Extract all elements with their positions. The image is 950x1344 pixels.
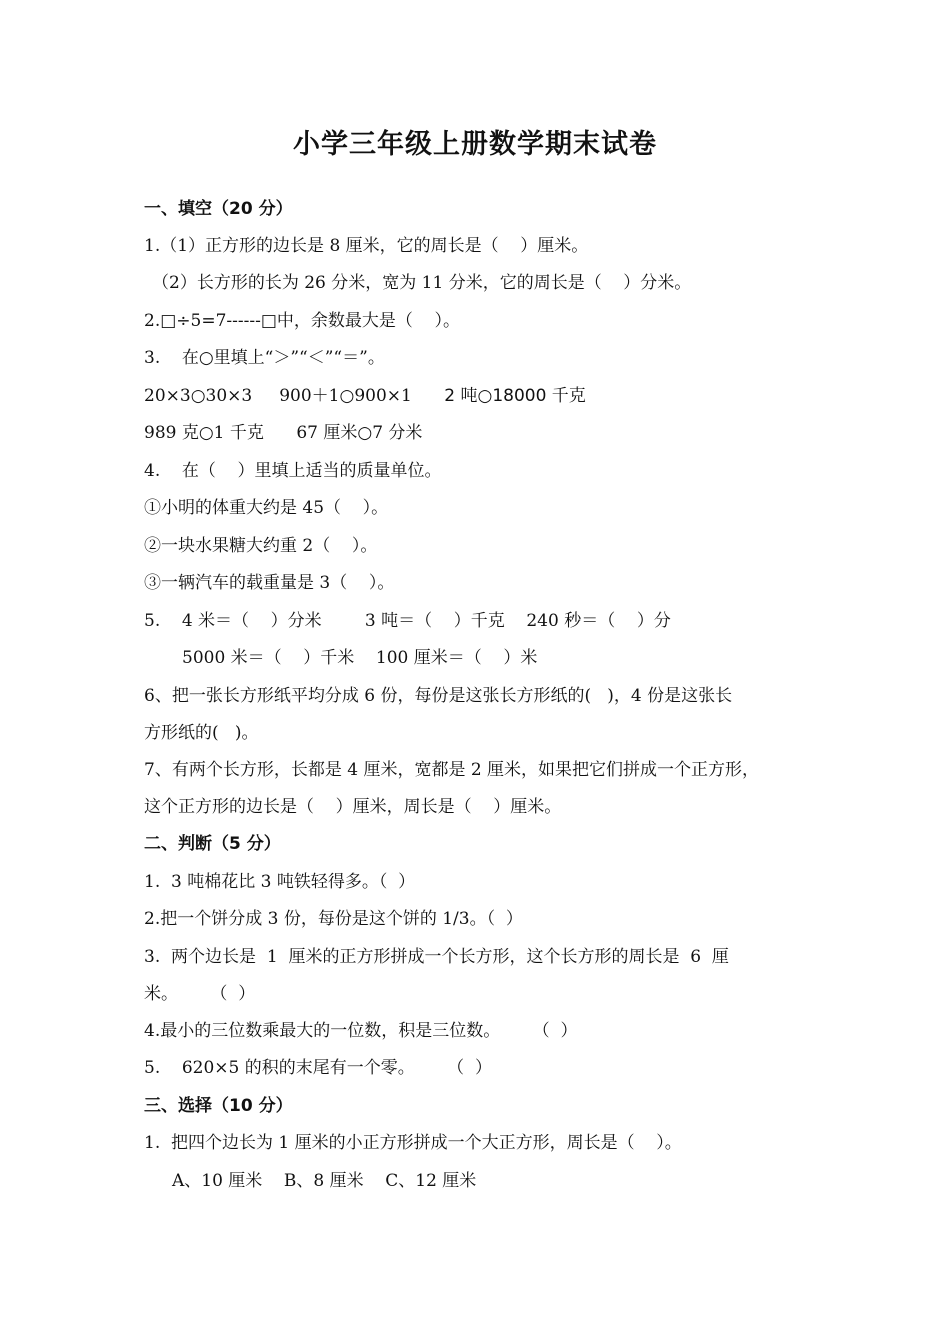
question-judge-5: 5. 620×5 的积的末尾有一个零。 （ ） (144, 1058, 492, 1078)
compare-items-a: 20×3○30×3 900＋1○900×1 (144, 386, 445, 406)
question-fill-7-line1: 7、有两个长方形，长都是 4 厘米，宽都是 2 厘米，如果把它们拼成一个正方形， (144, 760, 760, 780)
question-fill-7-line2: 这个正方形的边长是（ ）厘米，周长是（ ）厘米。 (144, 797, 562, 817)
question-fill-4-3: ③一辆汽车的载重量是 3（ ）。 (144, 573, 395, 593)
section-heading-choice: 三、选择（10 分） (144, 1096, 293, 1116)
question-fill-6-line2: 方形纸的( )。 (144, 723, 259, 743)
question-fill-3-row1 (144, 385, 586, 407)
question-choice-1: 1. 把四个边长为 1 厘米的小正方形拼成一个大正方形，周长是（ ）。 (144, 1133, 682, 1153)
question-fill-4-1: ①小明的体重大约是 45（ ）。 (144, 498, 389, 518)
question-judge-4: 4.最小的三位数乘最大的一位数，积是三位数。 （ ） (144, 1021, 578, 1041)
question-judge-2: 2.把一个饼分成 3 份，每份是这个饼的 1/3。（ ） (144, 909, 523, 929)
question-choice-1-options: A、10 厘米 B、8 厘米 C、12 厘米 (172, 1171, 477, 1191)
question-fill-4: 4. 在（ ）里填上适当的质量单位。 (144, 461, 442, 481)
section-heading-fill: 一、填空（20 分） (144, 199, 293, 219)
question-fill-2: 2.□÷5=7------□中，余数最大是（ ）。 (144, 311, 461, 331)
question-fill-1-1: 1.（1）正方形的边长是 8 厘米，它的周长是（ ）厘米。 (144, 236, 589, 256)
question-judge-3-line1: 3. 两个边长是 1 厘米的正方形拼成一个长方形，这个长方形的周长是 6 厘 (144, 947, 729, 967)
question-fill-5-row2: 5000 米＝（ ）千米 100 厘米＝（ ）米 (182, 648, 538, 668)
compare-items-b: 2 吨○18000 千克 (444, 386, 586, 406)
question-fill-6-line1: 6、把一张长方形纸平均分成 6 份，每份是这张长方形纸的( )，4 份是这张长 (144, 686, 733, 706)
question-fill-4-2: ②一块水果糖大约重 2（ ）。 (144, 536, 378, 556)
question-fill-5-row1: 5. 4 米＝（ ）分米 3 吨＝（ ）千克 240 秒＝（ ）分 (144, 611, 671, 631)
section-heading-judge: 二、判断（5 分） (144, 834, 281, 854)
question-judge-1: 1. 3 吨棉花比 3 吨铁轻得多。（ ） (144, 872, 416, 892)
question-fill-3: 3. 在○里填上“＞”“＜”“＝”。 (144, 348, 385, 368)
question-judge-3-line2: 米。 （ ） (144, 984, 256, 1004)
question-fill-1-2: （2）长方形的长为 26 分米，宽为 11 分米，它的周长是（ ）分米。 (152, 273, 692, 293)
page-title: 小学三年级上册数学期末试卷 (293, 129, 657, 160)
question-fill-3-row2: 989 克○1 千克 67 厘米○7 分米 (144, 423, 423, 443)
